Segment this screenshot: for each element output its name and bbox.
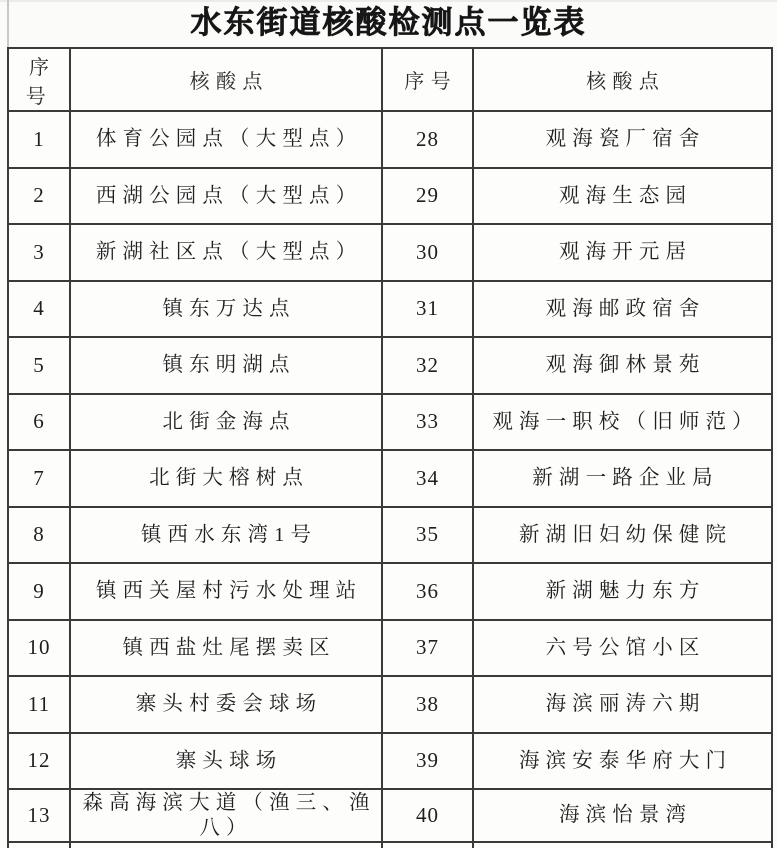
- table-row: [8, 281, 772, 338]
- serial-cell: 2: [8, 168, 70, 225]
- serial-cell: 8: [8, 507, 70, 564]
- site-cell: 六号公馆小区: [473, 620, 772, 677]
- site-cell: 镇西水东湾1号: [70, 507, 382, 564]
- site-cell: 北街大榕树点: [70, 450, 382, 507]
- site-cell: 海滨安泰华府大门: [473, 733, 772, 790]
- table-row: [8, 450, 772, 507]
- serial-cell: 11: [8, 676, 70, 733]
- table-row: [8, 789, 772, 842]
- serial-cell: 29: [382, 168, 473, 225]
- serial-cell: 34: [382, 450, 473, 507]
- site-cell: 海滨丽涛六期: [473, 676, 772, 733]
- site-cell: 镇西关屋村污水处理站: [70, 563, 382, 620]
- site-cell: 新湖一路企业局: [473, 450, 772, 507]
- site-cell: 观海御林景苑: [473, 337, 772, 394]
- serial-cell: 3: [8, 224, 70, 281]
- site-cell: 镇东万达点: [70, 281, 382, 338]
- serial-cell: 33: [382, 394, 473, 451]
- site-cell: 镇东明湖点: [70, 337, 382, 394]
- serial-cell: 40: [382, 789, 473, 842]
- serial-cell: 30: [382, 224, 473, 281]
- header-site-left: 核酸点: [70, 48, 382, 111]
- table-row: [8, 563, 772, 620]
- site-cell: 寨头村委会球场: [70, 676, 382, 733]
- table-row: [8, 507, 772, 564]
- serial-cell: 32: [382, 337, 473, 394]
- site-cell: 森高海滨大道（渔三、渔八）: [70, 789, 382, 842]
- serial-cell: 35: [382, 507, 473, 564]
- header-serial-left: 序号: [8, 48, 70, 111]
- site-cell: 新湖魅力东方: [473, 563, 772, 620]
- serial-cell: 38: [382, 676, 473, 733]
- table-header-row: [8, 48, 772, 111]
- serial-cell: 39: [382, 733, 473, 790]
- table-row: [8, 733, 772, 790]
- page-title: 水东街道核酸检测点一览表: [190, 5, 587, 40]
- serial-cell: 31: [382, 281, 473, 338]
- table-row: [8, 337, 772, 394]
- site-cell: 新湖社区点（大型点）: [70, 224, 382, 281]
- site-cell: 镇西盐灶尾摆卖区: [70, 620, 382, 677]
- serial-cell: 4: [8, 281, 70, 338]
- serial-cell: 36: [382, 563, 473, 620]
- serial-cell: 6: [8, 394, 70, 451]
- serial-cell: [8, 842, 70, 848]
- serial-cell: 10: [8, 620, 70, 677]
- testing-points-table: [7, 47, 773, 848]
- serial-cell: 28: [382, 111, 473, 168]
- site-cell: 体育公园点（大型点）: [70, 111, 382, 168]
- header-serial-right: 序号: [382, 48, 473, 111]
- site-cell: 新湖旧妇幼保健院: [473, 507, 772, 564]
- site-cell: 海滨怡景湾: [473, 789, 772, 842]
- site-cell: 观海生态园: [473, 168, 772, 225]
- site-cell: [473, 842, 772, 848]
- serial-cell: [382, 842, 473, 848]
- table-row: [8, 676, 772, 733]
- table-row: [8, 168, 772, 225]
- serial-cell: 13: [8, 789, 70, 842]
- site-cell: 观海开元居: [473, 224, 772, 281]
- site-cell: 观海邮政宿舍: [473, 281, 772, 338]
- site-cell: 寨头球场: [70, 733, 382, 790]
- table-row: [8, 111, 772, 168]
- serial-cell: 37: [382, 620, 473, 677]
- header-site-right: 核酸点: [473, 48, 772, 111]
- site-cell: 北街金海点: [70, 394, 382, 451]
- site-cell: 西湖公园点（大型点）: [70, 168, 382, 225]
- table-row-partial: [8, 842, 772, 848]
- site-cell: [70, 842, 382, 848]
- site-cell: 观海瓷厂宿舍: [473, 111, 772, 168]
- serial-cell: 9: [8, 563, 70, 620]
- serial-cell: 5: [8, 337, 70, 394]
- site-cell: 观海一职校（旧师范）: [473, 394, 772, 451]
- serial-cell: 7: [8, 450, 70, 507]
- serial-cell: 1: [8, 111, 70, 168]
- serial-cell: 12: [8, 733, 70, 790]
- table-row: [8, 620, 772, 677]
- table-row: [8, 394, 772, 451]
- table-row: [8, 224, 772, 281]
